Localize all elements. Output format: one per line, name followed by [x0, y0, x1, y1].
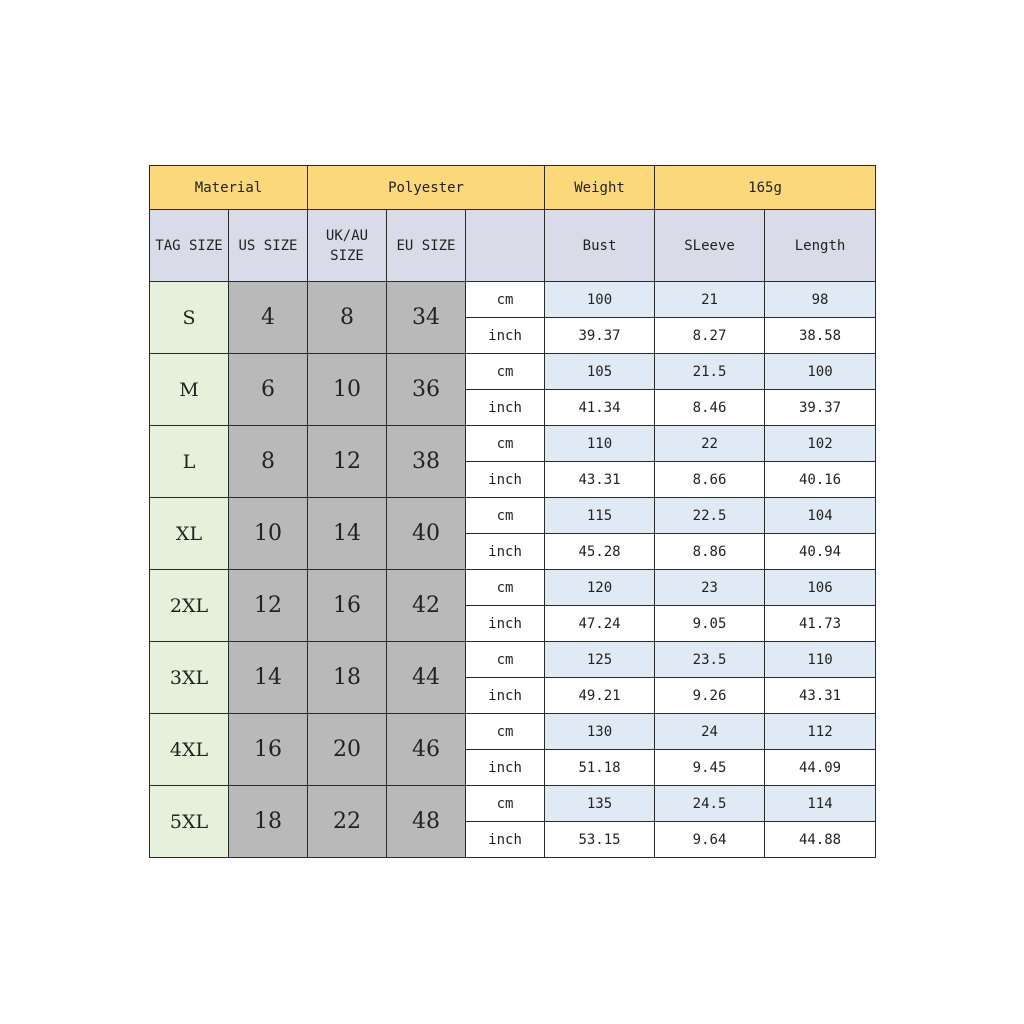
length-inch-cell: 44.88: [765, 822, 876, 858]
eu-size-cell: 36: [387, 354, 466, 426]
bust-cm-cell: 105: [545, 354, 655, 390]
sleeve-cm-cell: 22.5: [655, 498, 765, 534]
unit-header: [466, 210, 545, 282]
uk-au-size-cell: 22: [308, 786, 387, 858]
size-row-cm: [150, 642, 876, 678]
unit-inch-cell: inch: [466, 534, 545, 570]
eu-size-cell: 44: [387, 642, 466, 714]
column-header-row: [150, 210, 876, 282]
weight-value: 165g: [655, 166, 876, 210]
eu-size-cell: 48: [387, 786, 466, 858]
uk-au-size-cell: 12: [308, 426, 387, 498]
length-cm-cell: 112: [765, 714, 876, 750]
material-weight-row: [150, 166, 876, 210]
unit-inch-cell: inch: [466, 822, 545, 858]
bust-cm-cell: 120: [545, 570, 655, 606]
eu-size-header: EU SIZE: [387, 210, 466, 282]
bust-inch-cell: 41.34: [545, 390, 655, 426]
weight-label: Weight: [545, 166, 655, 210]
us-size-cell: 12: [229, 570, 308, 642]
sleeve-inch-cell: 9.26: [655, 678, 765, 714]
unit-inch-cell: inch: [466, 390, 545, 426]
tag-size-cell: 2XL: [150, 570, 229, 642]
size-row-cm: [150, 282, 876, 318]
unit-inch-cell: inch: [466, 606, 545, 642]
length-cm-cell: 98: [765, 282, 876, 318]
us-size-cell: 10: [229, 498, 308, 570]
length-header: Length: [765, 210, 876, 282]
sleeve-inch-cell: 8.86: [655, 534, 765, 570]
length-cm-cell: 106: [765, 570, 876, 606]
bust-inch-cell: 45.28: [545, 534, 655, 570]
size-row-cm: [150, 714, 876, 750]
sleeve-inch-cell: 8.66: [655, 462, 765, 498]
eu-size-cell: 38: [387, 426, 466, 498]
uk-au-size-cell: 20: [308, 714, 387, 786]
uk-au-size-cell: 10: [308, 354, 387, 426]
bust-cm-cell: 130: [545, 714, 655, 750]
bust-header: Bust: [545, 210, 655, 282]
size-row-cm: [150, 498, 876, 534]
bust-cm-cell: 110: [545, 426, 655, 462]
tag-size-cell: S: [150, 282, 229, 354]
length-inch-cell: 40.94: [765, 534, 876, 570]
length-cm-cell: 100: [765, 354, 876, 390]
bust-inch-cell: 43.31: [545, 462, 655, 498]
length-cm-cell: 110: [765, 642, 876, 678]
unit-cm-cell: cm: [466, 714, 545, 750]
bust-cm-cell: 100: [545, 282, 655, 318]
uk-au-size-cell: 18: [308, 642, 387, 714]
us-size-cell: 16: [229, 714, 308, 786]
us-size-cell: 8: [229, 426, 308, 498]
length-inch-cell: 41.73: [765, 606, 876, 642]
us-size-cell: 18: [229, 786, 308, 858]
sleeve-cm-cell: 21: [655, 282, 765, 318]
bust-inch-cell: 47.24: [545, 606, 655, 642]
tag-size-cell: L: [150, 426, 229, 498]
sleeve-inch-cell: 8.27: [655, 318, 765, 354]
bust-cm-cell: 125: [545, 642, 655, 678]
sleeve-header: SLeeve: [655, 210, 765, 282]
unit-inch-cell: inch: [466, 678, 545, 714]
length-inch-cell: 43.31: [765, 678, 876, 714]
sleeve-inch-cell: 9.05: [655, 606, 765, 642]
bust-inch-cell: 51.18: [545, 750, 655, 786]
eu-size-cell: 34: [387, 282, 466, 354]
sleeve-inch-cell: 9.64: [655, 822, 765, 858]
size-row-cm: [150, 570, 876, 606]
length-cm-cell: 102: [765, 426, 876, 462]
sleeve-cm-cell: 22: [655, 426, 765, 462]
tag-size-cell: 4XL: [150, 714, 229, 786]
tag-size-header: TAG SIZE: [150, 210, 229, 282]
us-size-cell: 6: [229, 354, 308, 426]
uk-au-size-cell: 14: [308, 498, 387, 570]
material-value: Polyester: [308, 166, 545, 210]
eu-size-cell: 46: [387, 714, 466, 786]
bust-inch-cell: 39.37: [545, 318, 655, 354]
uk-au-size-cell: 16: [308, 570, 387, 642]
sleeve-cm-cell: 23: [655, 570, 765, 606]
bust-cm-cell: 135: [545, 786, 655, 822]
size-row-cm: [150, 354, 876, 390]
sleeve-cm-cell: 21.5: [655, 354, 765, 390]
sleeve-cm-cell: 23.5: [655, 642, 765, 678]
size-row-cm: [150, 426, 876, 462]
eu-size-cell: 42: [387, 570, 466, 642]
unit-cm-cell: cm: [466, 282, 545, 318]
unit-cm-cell: cm: [466, 354, 545, 390]
us-size-cell: 4: [229, 282, 308, 354]
size-chart-table: [149, 165, 876, 858]
unit-inch-cell: inch: [466, 750, 545, 786]
bust-inch-cell: 49.21: [545, 678, 655, 714]
bust-cm-cell: 115: [545, 498, 655, 534]
unit-inch-cell: inch: [466, 318, 545, 354]
us-size-cell: 14: [229, 642, 308, 714]
length-inch-cell: 40.16: [765, 462, 876, 498]
tag-size-cell: M: [150, 354, 229, 426]
length-inch-cell: 39.37: [765, 390, 876, 426]
unit-cm-cell: cm: [466, 642, 545, 678]
length-inch-cell: 44.09: [765, 750, 876, 786]
sleeve-inch-cell: 9.45: [655, 750, 765, 786]
tag-size-cell: 5XL: [150, 786, 229, 858]
length-cm-cell: 104: [765, 498, 876, 534]
bust-inch-cell: 53.15: [545, 822, 655, 858]
unit-cm-cell: cm: [466, 498, 545, 534]
tag-size-cell: 3XL: [150, 642, 229, 714]
size-row-cm: [150, 786, 876, 822]
unit-cm-cell: cm: [466, 570, 545, 606]
unit-cm-cell: cm: [466, 786, 545, 822]
tag-size-cell: XL: [150, 498, 229, 570]
sleeve-inch-cell: 8.46: [655, 390, 765, 426]
eu-size-cell: 40: [387, 498, 466, 570]
material-label: Material: [150, 166, 308, 210]
sleeve-cm-cell: 24: [655, 714, 765, 750]
unit-cm-cell: cm: [466, 426, 545, 462]
sleeve-cm-cell: 24.5: [655, 786, 765, 822]
uk-au-size-cell: 8: [308, 282, 387, 354]
length-inch-cell: 38.58: [765, 318, 876, 354]
length-cm-cell: 114: [765, 786, 876, 822]
uk-au-size-header: UK/AU SIZE: [308, 210, 387, 282]
unit-inch-cell: inch: [466, 462, 545, 498]
us-size-header: US SIZE: [229, 210, 308, 282]
